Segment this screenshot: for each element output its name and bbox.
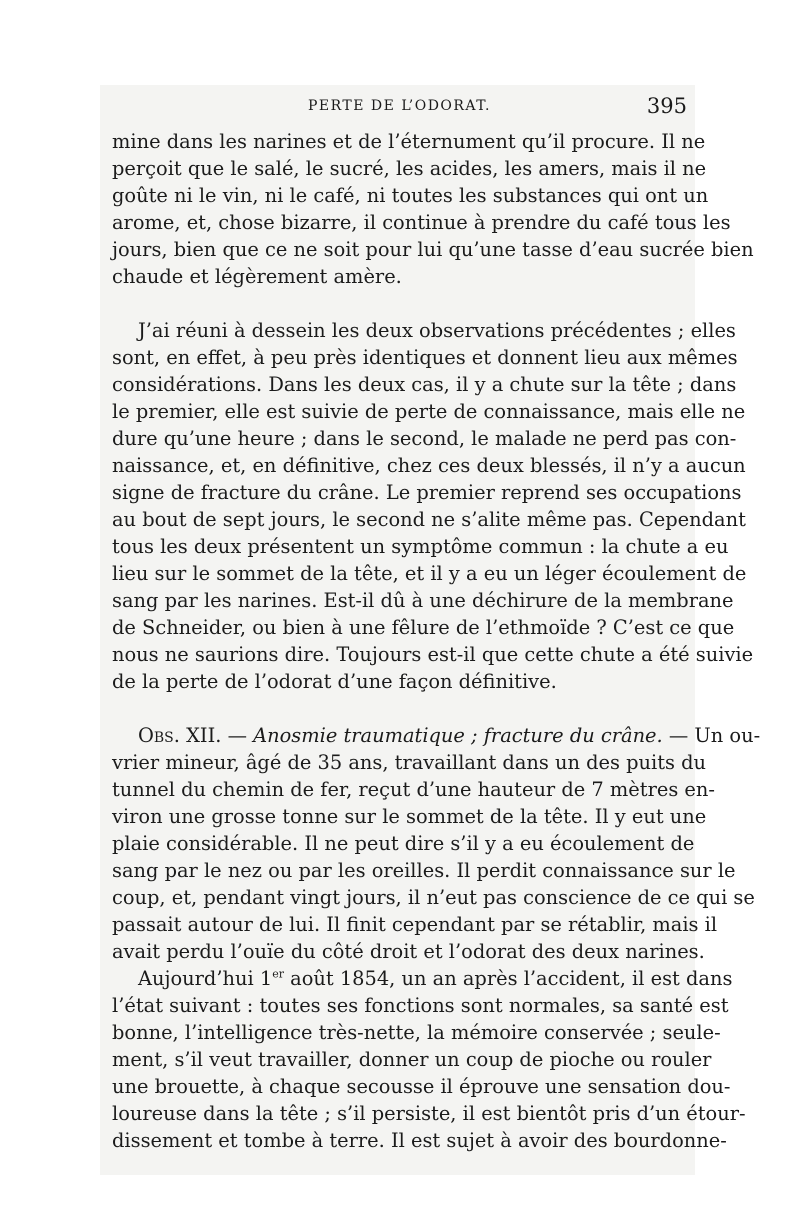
text-line: de la perte de l’odorat d’une façon définitive. (112, 670, 557, 693)
text-line: tous les deux présentent un symptôme commun : la chute a eu (112, 535, 729, 558)
text-line: lieu sur le sommet de la tête, et il y a eu un léger écoulement de (112, 562, 747, 585)
text-line: signe de fracture du crâne. Le premier reprend ses occupations (112, 481, 742, 504)
text-line: vrier mineur, âgé de 35 ans, travaillant dans un des puits du (112, 751, 707, 774)
paragraph (112, 128, 754, 290)
page-number: 395 (646, 94, 687, 118)
text-line: une brouette, à chaque secousse il éprouve une sensation dou- (112, 1075, 731, 1098)
text-line: le premier, elle est suivie de perte de connaissance, mais elle ne (112, 400, 746, 423)
text-line: au bout de sept jours, le second ne s’alite même pas. Cependant (112, 508, 746, 531)
text-line: coup, et, pendant vingt jours, il n’eut pas conscience de ce qui se (112, 886, 755, 909)
text-line: mine dans les narines et de l’éternument qu’il procure. Il ne (112, 130, 706, 153)
text-line: sang par les narines. Est-il dû à une déchirure de la membrane (112, 589, 734, 612)
observation-text-start: — Un ou- (662, 724, 761, 747)
paragraph-gap (112, 290, 687, 317)
text-line: plaie considérable. Il ne peut dire s’il y a eu écoulement de (112, 832, 695, 855)
text-line: avait perdu l’ouïe du côté droit et l’odorat des deux narines. (112, 940, 705, 963)
text-line: tunnel du chemin de fer, reçut d’une hauteur de 7 mètres en- (112, 778, 715, 801)
text-fragment: août 1854, un an après l’accident, il est dans (283, 967, 733, 990)
text-line: sont, en effet, à peu près identiques et donnent lieu aux mêmes (112, 346, 738, 369)
text-line: J’ai réuni à dessein les deux observations précédentes ; elles (138, 319, 736, 342)
text-line (112, 965, 733, 992)
text-line: l’état suivant : toutes ses fonctions sont normales, sa santé est (112, 994, 729, 1017)
text-line: jours, bien que ce ne soit pour lui qu’une tasse d’eau sucrée bien (112, 238, 754, 261)
text-line: ment, s’il veut travailler, donner un coup de pioche ou rouler (112, 1048, 712, 1071)
text-line: bonne, l’intelligence très-nette, la mémoire conservée ; seule- (112, 1021, 721, 1044)
observation-heading-line (112, 722, 761, 749)
text-line: loureuse dans la tête ; s’il persiste, il est bientôt pris d’un étour- (112, 1102, 746, 1125)
text-line: arome, et, chose bizarre, il continue à prendre du café tous les (112, 211, 731, 234)
paragraph (112, 317, 754, 695)
page-header (112, 96, 687, 126)
observation (112, 722, 761, 965)
text-line: nous ne saurions dire. Toujours est-il que cette chute a été suivie (112, 643, 754, 666)
ordinal-superscript: er (272, 967, 284, 981)
paragraph (112, 965, 746, 1154)
observation-dash: — (221, 724, 254, 747)
text-line: goûte ni le vin, ni le café, ni toutes les substances qui ont un (112, 184, 709, 207)
text-line: perçoit que le salé, le sucré, les acides, les amers, mais il ne (112, 157, 707, 180)
observation-label: Obs. XII. (138, 724, 222, 747)
text-line: dure qu’une heure ; dans le second, le malade ne perd pas con- (112, 427, 737, 450)
text-line: considérations. Dans les deux cas, il y a chute sur la tête ; dans (112, 373, 737, 396)
text-line: de Schneider, ou bien à une fêlure de l’ethmoïde ? C’est ce que (112, 616, 735, 639)
observation-title: Anosmie traumatique ; fracture du crâne. (253, 724, 663, 747)
body-text (112, 128, 761, 1154)
text-line: naissance, et, en définitive, chez ces deux blessés, il n’y a aucun (112, 454, 746, 477)
text-line: chaude et légèrement amère. (112, 265, 402, 288)
text-line: sang par le nez ou par les oreilles. Il perdit connaissance sur le (112, 859, 736, 882)
text-line: passait autour de lui. Il finit cependant par se rétablir, mais il (112, 913, 718, 936)
paragraph-gap (112, 695, 687, 722)
text-line: viron une grosse tonne sur le sommet de la tête. Il y eut une (112, 805, 707, 828)
text-line: dissement et tombe à terre. Il est sujet à avoir des bourdonne- (112, 1129, 727, 1152)
text-fragment: Aujourd’hui 1 (138, 967, 273, 990)
running-title: PERTE DE L’ODORAT. (307, 98, 492, 114)
